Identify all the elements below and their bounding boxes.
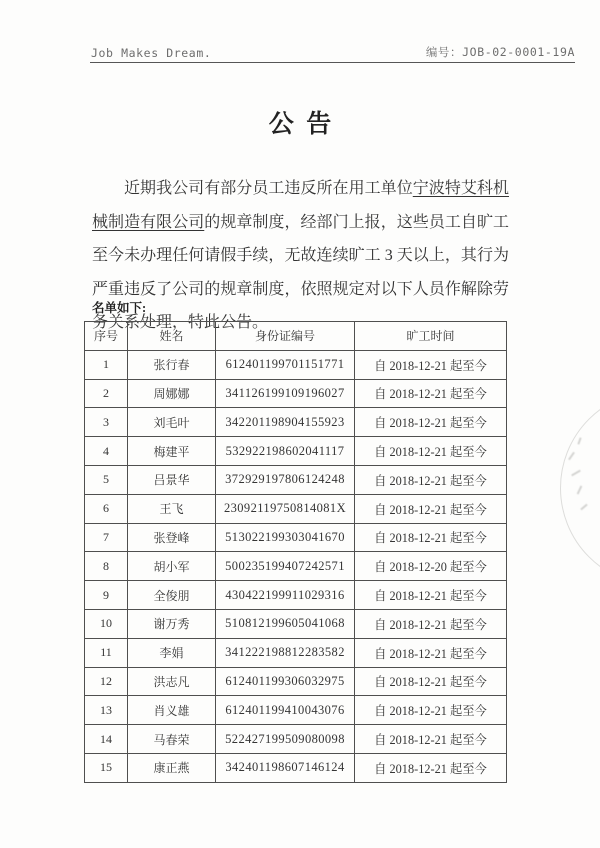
absence-period: 自 2018-12-21 起至今 [355, 638, 507, 667]
table-row [85, 725, 507, 754]
row-index: 13 [85, 696, 128, 725]
column-header-index: 序号 [85, 322, 128, 351]
list-label: 名单如下: [92, 301, 147, 315]
id-number: 510812199605041068 [216, 609, 355, 638]
row-index: 5 [85, 465, 128, 494]
employee-name: 张登峰 [128, 523, 216, 552]
id-number: 23092119750814081X [216, 494, 355, 523]
employee-name: 马春荣 [128, 725, 216, 754]
id-number: 612401199410043076 [216, 696, 355, 725]
table-row [85, 667, 507, 696]
employee-name: 胡小军 [128, 552, 216, 581]
row-index: 6 [85, 494, 128, 523]
absence-period: 自 2018-12-21 起至今 [355, 753, 507, 782]
table-row [85, 379, 507, 408]
company-slogan: Job Makes Dream. [91, 46, 212, 60]
row-index: 8 [85, 552, 128, 581]
row-index: 11 [85, 638, 128, 667]
table-body [85, 350, 507, 782]
absence-period: 自 2018-12-21 起至今 [355, 523, 507, 552]
row-index: 7 [85, 523, 128, 552]
employee-name: 洪志凡 [128, 667, 216, 696]
row-index: 14 [85, 725, 128, 754]
absence-period: 自 2018-12-21 起至今 [355, 437, 507, 466]
column-header-id-number: 身份证编号 [216, 322, 355, 351]
employee-name: 康正燕 [128, 753, 216, 782]
employee-name: 吕景华 [128, 465, 216, 494]
id-number: 513022199303041670 [216, 523, 355, 552]
id-number: 532922198602041117 [216, 437, 355, 466]
letterhead-rule [90, 62, 575, 63]
id-number: 372929197806124248 [216, 465, 355, 494]
table-row [85, 552, 507, 581]
absence-period: 自 2018-12-21 起至今 [355, 465, 507, 494]
document-number [426, 44, 575, 60]
column-header-absence-period: 旷工时间 [355, 322, 507, 351]
employee-name: 刘毛叶 [128, 408, 216, 437]
row-index: 3 [85, 408, 128, 437]
row-index: 10 [85, 609, 128, 638]
absence-period: 自 2018-12-21 起至今 [355, 696, 507, 725]
table-row [85, 437, 507, 466]
employee-name: 全俊朋 [128, 581, 216, 610]
row-index: 1 [85, 350, 128, 379]
id-number: 500235199407242571 [216, 552, 355, 581]
row-index: 12 [85, 667, 128, 696]
column-header-name: 姓名 [128, 322, 216, 351]
letterhead [91, 44, 575, 60]
id-number: 341126199109196027 [216, 379, 355, 408]
absence-period: 自 2018-12-21 起至今 [355, 667, 507, 696]
row-index: 4 [85, 437, 128, 466]
absence-period: 自 2018-12-20 起至今 [355, 552, 507, 581]
table-row [85, 696, 507, 725]
absence-period: 自 2018-12-21 起至今 [355, 408, 507, 437]
table-row [85, 408, 507, 437]
id-number: 522427199509080098 [216, 725, 355, 754]
id-number: 430422199911029316 [216, 581, 355, 610]
row-index: 15 [85, 753, 128, 782]
employee-name: 梅建平 [128, 437, 216, 466]
id-number: 612401199306032975 [216, 667, 355, 696]
document-number-value: JOB-02-0001-19A [462, 45, 575, 59]
employee-name: 李娟 [128, 638, 216, 667]
absence-period: 自 2018-12-21 起至今 [355, 725, 507, 754]
table-row [85, 465, 507, 494]
id-number: 341222198812283582 [216, 638, 355, 667]
paragraph-text-after: 的规章制度，经部门上报，这些员工自旷工至今未办理任何请假手续，无故连续旷工 3 天以上，其行为严重违反了公司的规章制度，依照规定对以下人员作解除劳务关系处理，特此公告。 [92, 213, 509, 331]
page-title: 公 告 [268, 111, 332, 138]
absence-period: 自 2018-12-21 起至今 [355, 350, 507, 379]
absence-period: 自 2018-12-21 起至今 [355, 379, 507, 408]
employee-name: 王飞 [128, 494, 216, 523]
table-row [85, 494, 507, 523]
employee-name: 肖义雄 [128, 696, 216, 725]
absence-period: 自 2018-12-21 起至今 [355, 609, 507, 638]
row-index: 2 [85, 379, 128, 408]
id-number: 342401198607146124 [216, 753, 355, 782]
employee-name: 张行春 [128, 350, 216, 379]
table-header-row [85, 322, 507, 351]
id-number: 342201198904155923 [216, 408, 355, 437]
employee-name: 谢万秀 [128, 609, 216, 638]
absence-period: 自 2018-12-21 起至今 [355, 494, 507, 523]
id-number: 612401199701151771 [216, 350, 355, 379]
table-row [85, 638, 507, 667]
document-number-label: 编号： [425, 45, 463, 59]
table-row [85, 753, 507, 782]
table-row [85, 350, 507, 379]
absence-period: 自 2018-12-21 起至今 [355, 581, 507, 610]
paragraph-text-before: 近期我公司有部分员工违反所在用工单位 [124, 180, 413, 197]
employee-roster-table [84, 321, 507, 783]
table-row [85, 609, 507, 638]
employee-name: 周娜娜 [128, 379, 216, 408]
table-row [85, 523, 507, 552]
company-name-underlined: 宁波特艾科机械制造有限公司 [92, 180, 509, 231]
table-row [85, 581, 507, 610]
notice-paragraph [92, 172, 509, 340]
row-index: 9 [85, 581, 128, 610]
